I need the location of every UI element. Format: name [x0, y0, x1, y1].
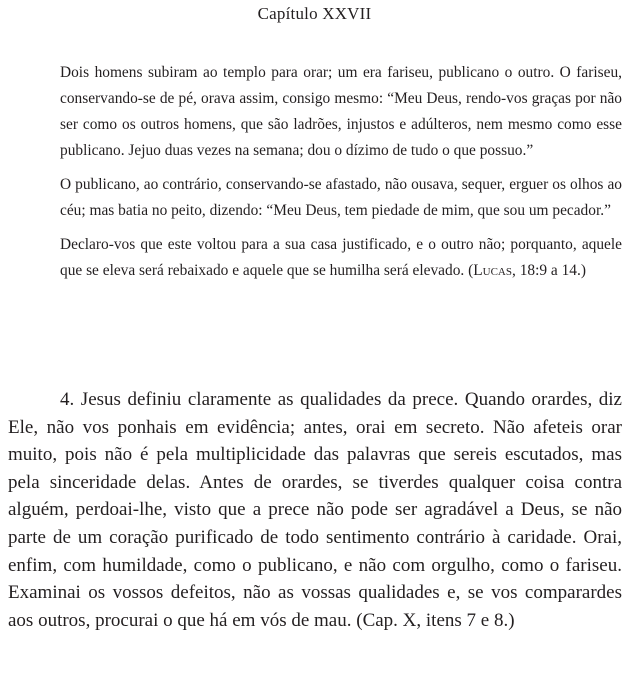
citation-book: Lucas: [473, 262, 512, 279]
quote-paragraph-2: O publicano, ao contrário, conservando-se afastado, não ousava, sequer, erguer os olhos ao céu; mas batia no peito, dizendo: “Meu Deus, tem piedade de mim, que sou um pecador.”: [60, 176, 622, 219]
quote-paragraph-3-text: Declaro-vos que este voltou para a sua casa justificado, e o outro não; porquanto, aquele que se eleva será rebaixado e aquele que se humilha será elevado.: [60, 236, 622, 279]
body-paragraph-4: 4. Jesus definiu claramente as qualidades da prece. Quando orardes, diz Ele, não vos ponhais em evidência; antes, orai em secreto. Não afeteis orar muito, pois não é pela multiplicidade das palavras que sereis escutados, mas pela sinceridade delas. Antes de orardes, se tiverdes qualquer coisa contra alguém, perdoai-lhe, visto que a prece não pode ser agradável a Deus, se não parte de um coração purificado de todo sentimento contrário à caridade. Orai, enfim, com humildade, como o publicano, e não com orgulho, como o fariseu. Examinai os vossos defeitos, não as vossas qualidades e, se vos comparardes aos outros, procurai o que há em vós de mau. (Cap. X, itens 7 e 8.): [8, 389, 622, 631]
chapter-header: Capítulo XXVII: [257, 4, 372, 23]
citation-open: (: [468, 262, 474, 279]
main-body: [8, 386, 622, 634]
citation-reference: , 18:9 a 14.): [512, 262, 586, 279]
quote-paragraph-1: Dois homens subiram ao templo para orar; um era fariseu, publicano o outro. O fariseu, conservando-se de pé, orava assim, consigo mesmo: “Meu Deus, rendo-vos graças por não ser como os outros homens, que são ladrões, injustos e adúlteros, nem mesmo como esse publicano. Jejuo duas vezes na semana; dou o dízimo de tudo o que possuo.”: [60, 64, 622, 159]
scripture-quote: [60, 60, 622, 292]
quote-paragraph-3: [60, 232, 622, 284]
